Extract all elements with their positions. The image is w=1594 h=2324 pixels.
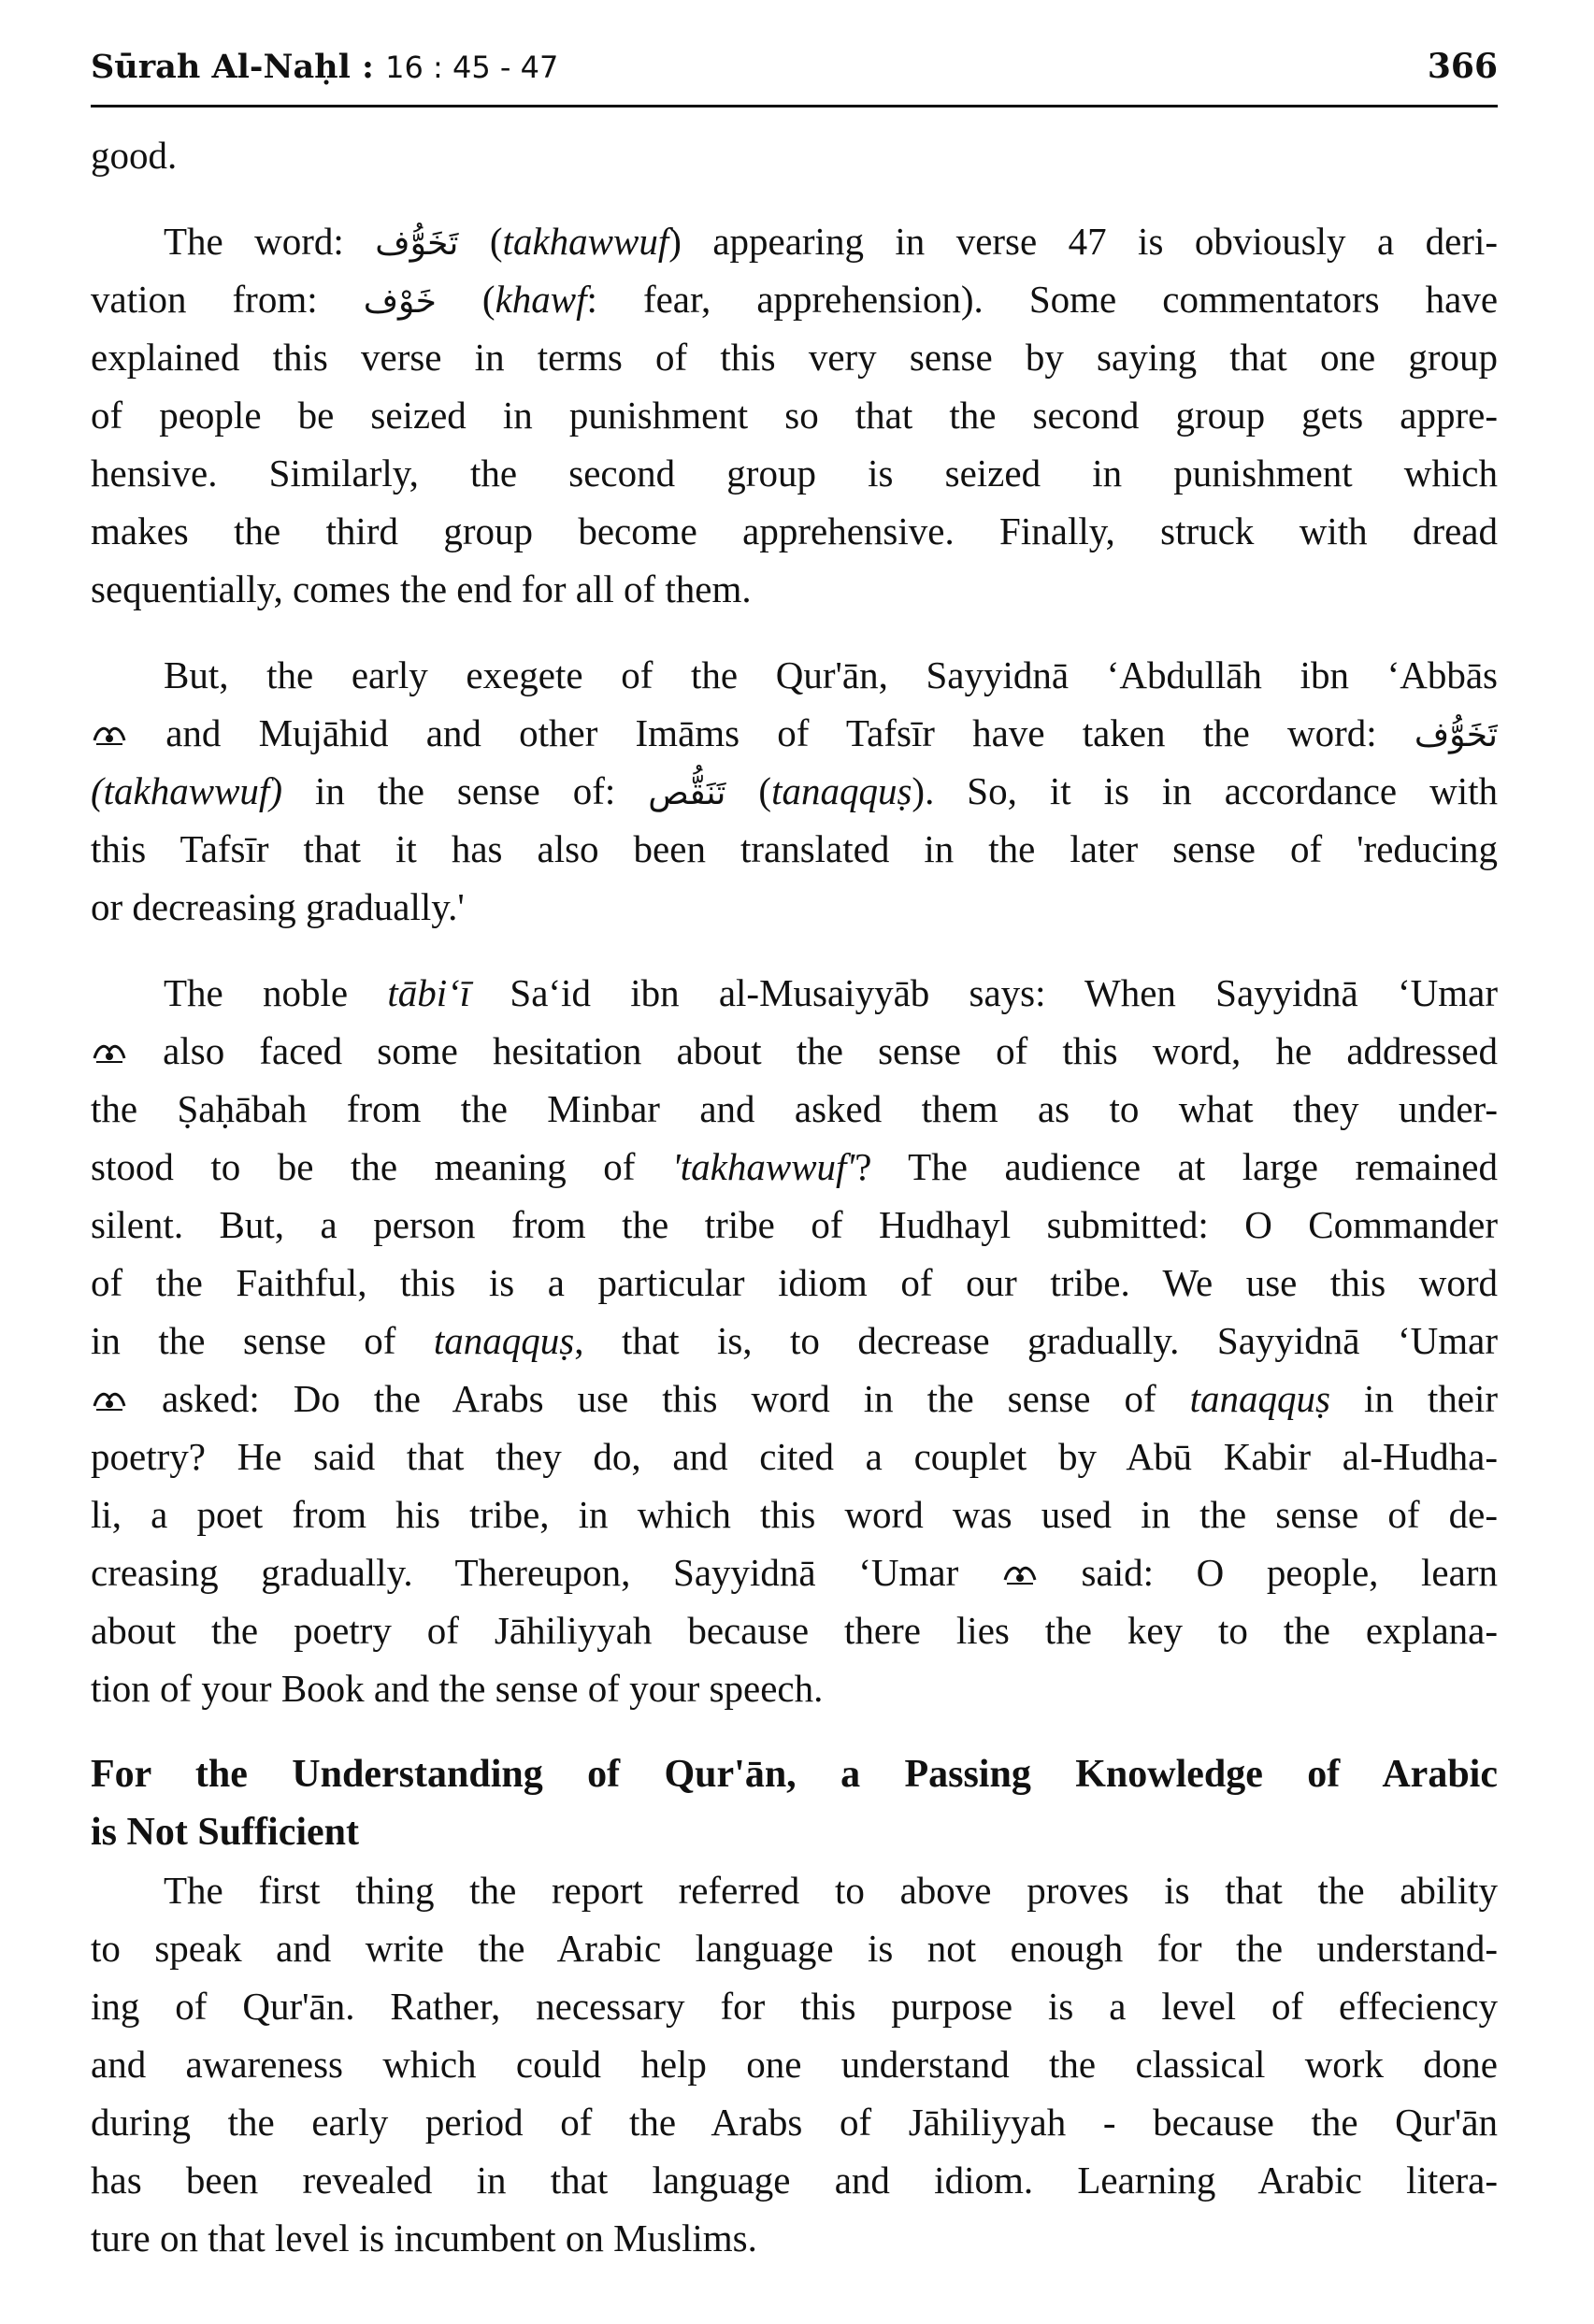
heading-line: is Not Sufficient bbox=[91, 1811, 359, 1854]
text-line: sequentially, comes the end for all of them. bbox=[91, 567, 752, 610]
verse-range: 16 : 45 - 47 bbox=[385, 50, 559, 85]
text-line: ing of Qur'ān. Rather, necessary for this purpose is a level of effeciency bbox=[91, 1985, 1498, 2028]
header-left bbox=[91, 48, 558, 86]
italic-term: (takhawwuf) bbox=[91, 769, 282, 812]
text-segment: (tanaqquṣ). So, it is in accordance with bbox=[758, 769, 1498, 812]
text-line: ture on that level is incumbent on Muslims. bbox=[91, 2216, 757, 2259]
paragraph-0 bbox=[91, 126, 1498, 184]
text-line bbox=[91, 1022, 1498, 1080]
text-segment: (khawf: fear, apprehension). Some commentators have bbox=[481, 278, 1498, 321]
text-line: during the early period of the Arabs of Jāhiliyyah - because the Qur'ān bbox=[91, 2101, 1498, 2144]
arabic-word-tanaqqus: تَنَقُّص bbox=[648, 774, 726, 812]
text-segment: (takhawwuf) appearing in verse 47 is obviously a deri- bbox=[489, 220, 1498, 263]
text-line: tion of your Book and the sense of your speech. bbox=[91, 1667, 824, 1710]
text-line: hensive. Similarly, the second group is seized in punishment which bbox=[91, 452, 1498, 495]
text-line bbox=[91, 704, 1498, 762]
text-line: the Ṣaḥābah from the Minbar and asked them as to what they under- bbox=[91, 1087, 1498, 1130]
text-line bbox=[91, 270, 1498, 328]
surah-title: Sūrah Al-Naḥl : bbox=[91, 48, 374, 86]
paragraph-2 bbox=[91, 646, 1498, 936]
text-line: to speak and write the Arabic language is not enough for the understand- bbox=[91, 1927, 1498, 1970]
text-line bbox=[91, 1543, 1498, 1601]
text-segment: in the sense of: bbox=[314, 769, 616, 812]
heading-line: For the Understanding of Qur'ān, a Passing Knowledge of Arabic bbox=[91, 1753, 1498, 1796]
text-line: about the poetry of Jāhiliyyah because there lies the key to the explana- bbox=[91, 1609, 1498, 1652]
page-number: 366 bbox=[1427, 47, 1498, 86]
running-header bbox=[91, 47, 1498, 108]
text-segment: also faced some hesitation about the sense of this word, he addressed bbox=[163, 1029, 1498, 1072]
text-segment: vation from: bbox=[91, 278, 318, 321]
page bbox=[91, 47, 1498, 2267]
text-line: The first thing the report referred to above proves is that the ability bbox=[164, 1869, 1498, 1912]
text-line: of people be seized in punishment so that the second group gets appre- bbox=[91, 394, 1498, 437]
arabic-word-takhawwuf: تَخَوُّف bbox=[375, 224, 459, 263]
text-segment: and Mujāhid and other Imāms of Tafsīr have taken the word: bbox=[165, 711, 1377, 754]
text-line: has been revealed in that language and idiom. Learning Arabic litera- bbox=[91, 2159, 1498, 2202]
text-line: makes the third group become apprehensive. Finally, struck with dread bbox=[91, 509, 1498, 552]
text-line: explained this verse in terms of this very sense by saying that one group bbox=[91, 336, 1498, 379]
text-line: and awareness which could help one understand the classical work done bbox=[91, 2043, 1498, 2086]
section-heading bbox=[91, 1745, 1498, 1861]
text-line: li, a poet from his tribe, in which this word was used in the sense of de- bbox=[91, 1493, 1498, 1536]
text-line bbox=[91, 212, 1498, 270]
radiyallahu-anhu-seal-icon bbox=[91, 1038, 128, 1066]
radiyallahu-anhu-seal-icon bbox=[91, 1385, 128, 1413]
text-line: But, the early exegete of the Qur'ān, Sayyidnā ‘Abdullāh ibn ‘Abbās bbox=[164, 653, 1498, 696]
text-line: The noble tābi‘ī Sa‘id ibn al-Musaiyyāb says: When Sayyidnā ‘Umar bbox=[164, 971, 1498, 1014]
arabic-word-takhawwuf: تَخَوُّف bbox=[1414, 716, 1498, 754]
text-line bbox=[91, 1370, 1498, 1427]
body-text bbox=[91, 126, 1498, 2267]
text-line bbox=[91, 762, 1498, 820]
text-line: this Tafsīr that it has also been translated in the later sense of 'reducing bbox=[91, 827, 1498, 870]
text-line: stood to be the meaning of 'takhawwuf'? The audience at large remained bbox=[91, 1145, 1498, 1188]
text-line: good. bbox=[91, 134, 178, 177]
text-segment: said: O people, learn bbox=[1081, 1551, 1498, 1594]
radiyallahu-anhu-seal-icon bbox=[1001, 1559, 1039, 1587]
paragraph-3 bbox=[91, 964, 1498, 1717]
text-line: silent. But, a person from the tribe of Hudhayl submitted: O Commander bbox=[91, 1203, 1498, 1246]
paragraph-1 bbox=[91, 212, 1498, 618]
text-line: or decreasing gradually.' bbox=[91, 885, 465, 928]
text-segment: The word: bbox=[164, 220, 344, 263]
text-line: in the sense of tanaqquṣ, that is, to decrease gradually. Sayyidnā ‘Umar bbox=[91, 1319, 1498, 1362]
text-segment: creasing gradually. Thereupon, Sayyidnā ‘Umar bbox=[91, 1551, 959, 1594]
text-line: of the Faithful, this is a particular idiom of our tribe. We use this word bbox=[91, 1261, 1498, 1304]
paragraph-4 bbox=[91, 1861, 1498, 2267]
text-segment: asked: Do the Arabs use this word in the sense of tanaqquṣ in their bbox=[162, 1377, 1498, 1420]
radiyallahu-anhu-seal-icon bbox=[91, 720, 128, 748]
arabic-word-khawf: خَوْف bbox=[363, 282, 437, 321]
text-line: poetry? He said that they do, and cited a couplet by Abū Kabir al-Hudha- bbox=[91, 1435, 1498, 1478]
